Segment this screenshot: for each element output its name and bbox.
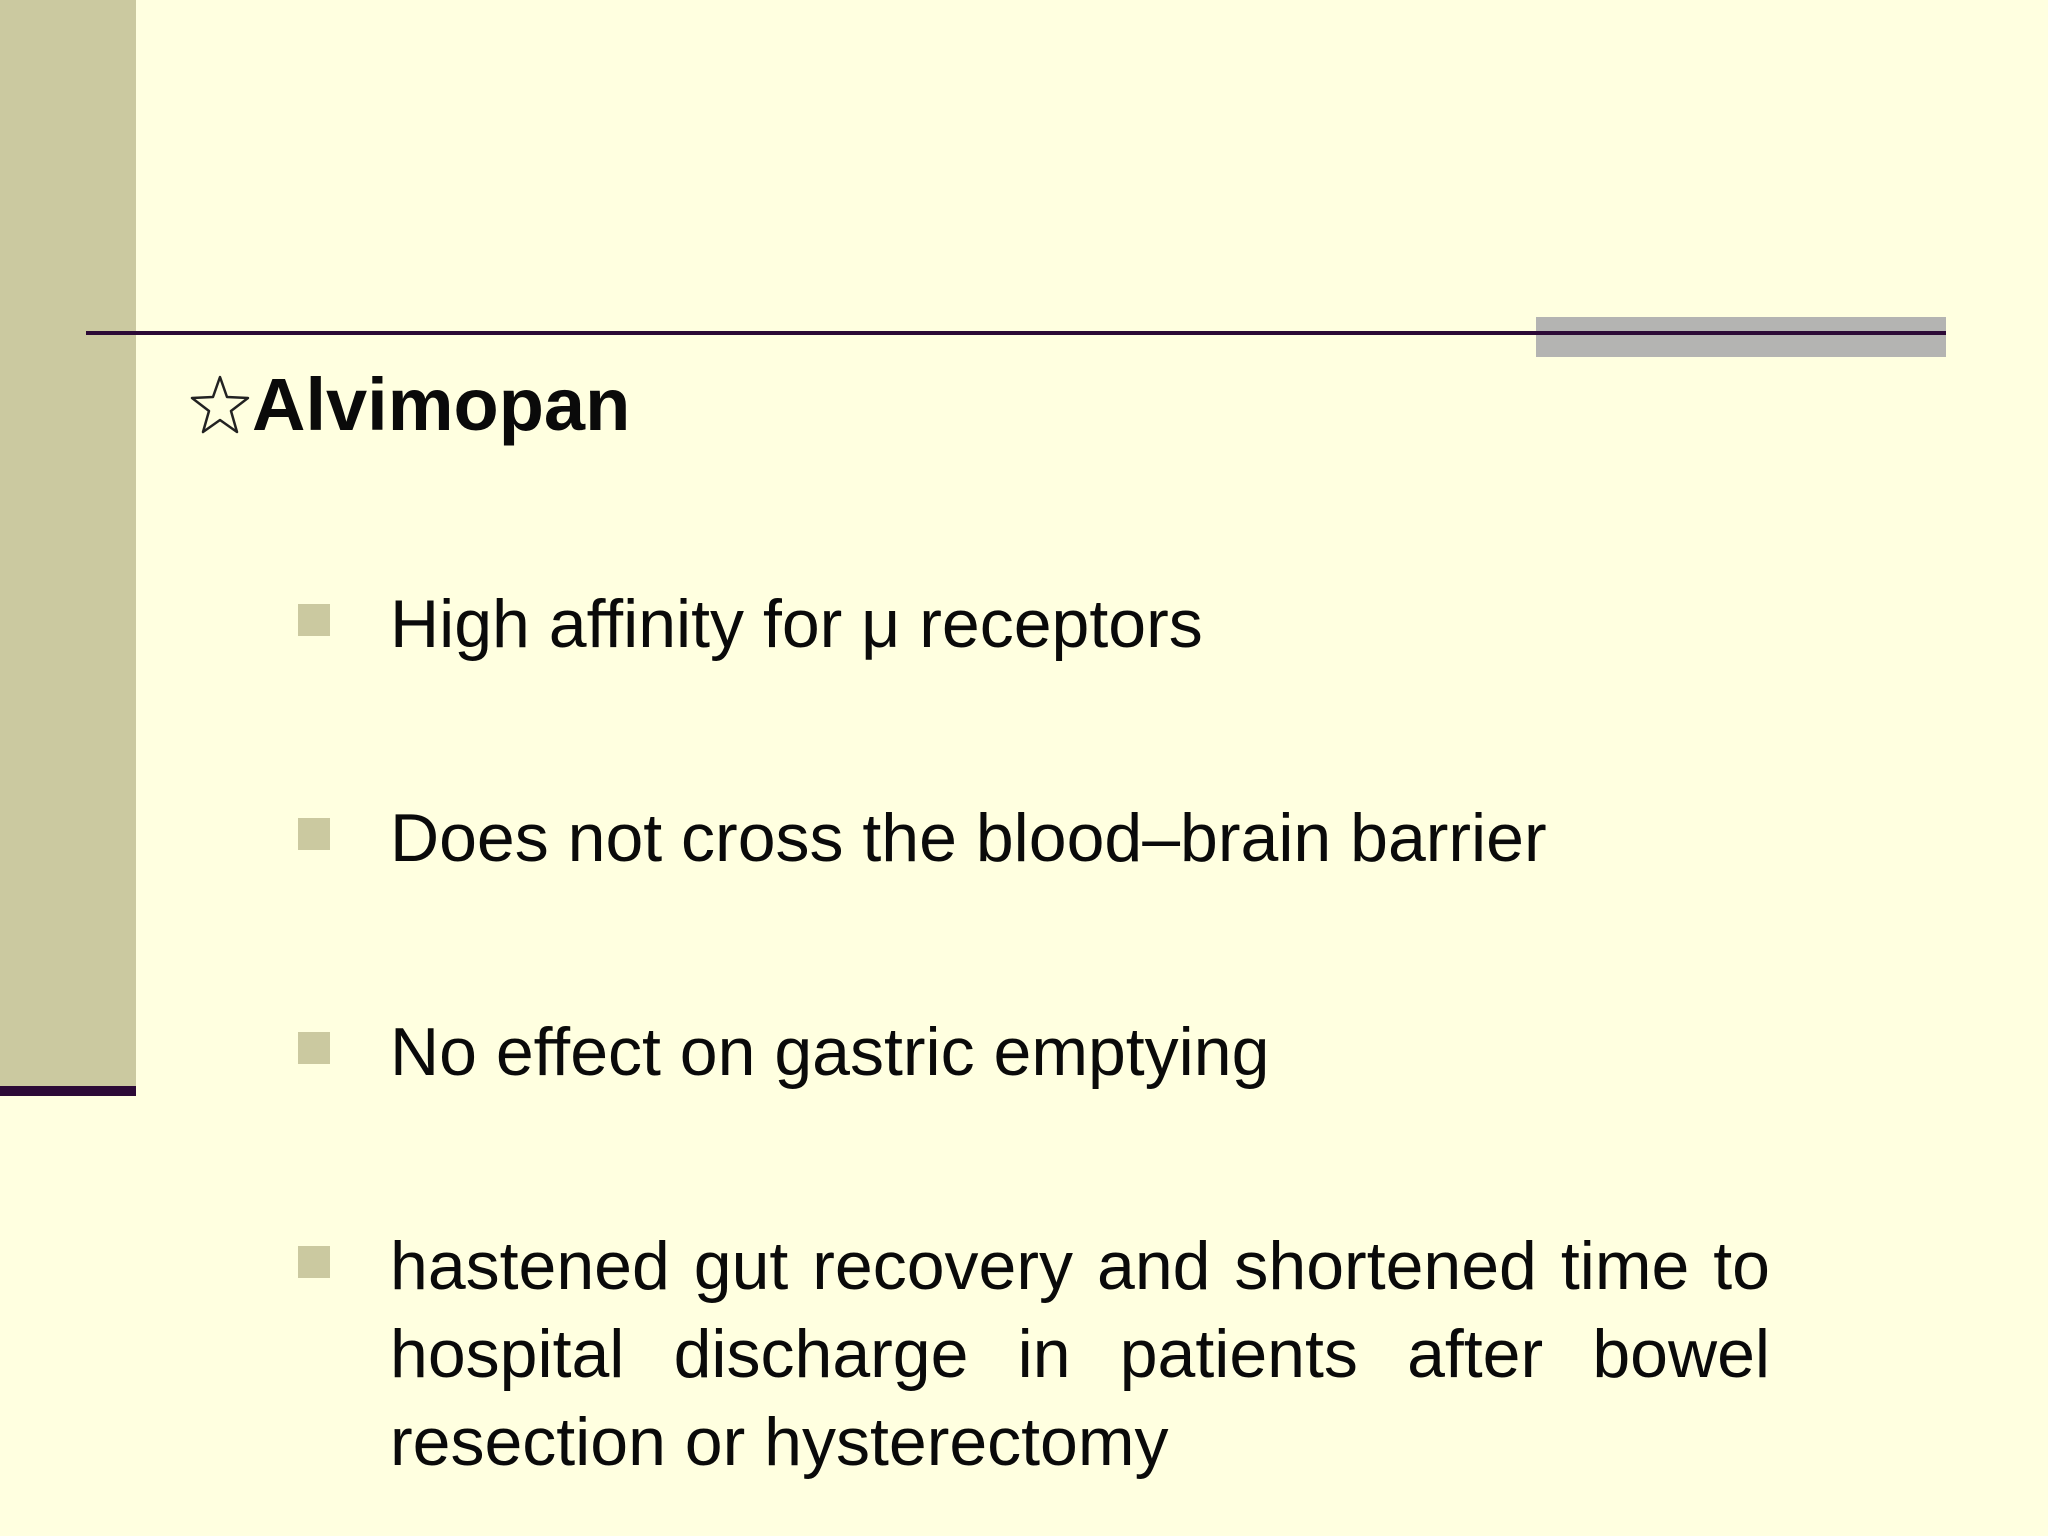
slide-title: Alvimopan: [252, 363, 631, 446]
header-gray-block: [1536, 317, 1946, 357]
bullet-item: [298, 1008, 1770, 1096]
left-accent-bar: [0, 0, 136, 1086]
bullet-text: hastened gut recovery and shortened time to hospital discharge in patients after bowel resection or hysterectomy: [390, 1228, 1770, 1480]
square-bullet-icon: [298, 1246, 330, 1278]
square-bullet-icon: [298, 604, 330, 636]
left-accent-underline: [0, 1086, 136, 1096]
title-rule-overlay: [1536, 331, 1946, 335]
square-bullet-icon: [298, 1032, 330, 1064]
bullet-text: High affinity for μ receptors: [390, 586, 1203, 662]
square-bullet-icon: [298, 818, 330, 850]
bullet-item: [298, 1222, 1770, 1486]
bullet-item: [298, 580, 1770, 668]
bullet-text: Does not cross the blood–brain barrier: [390, 800, 1547, 876]
star-icon: [190, 373, 250, 437]
bullet-text: No effect on gastric emptying: [390, 1014, 1270, 1090]
bullet-item: [298, 794, 1770, 882]
slide-title-row: [190, 360, 630, 450]
